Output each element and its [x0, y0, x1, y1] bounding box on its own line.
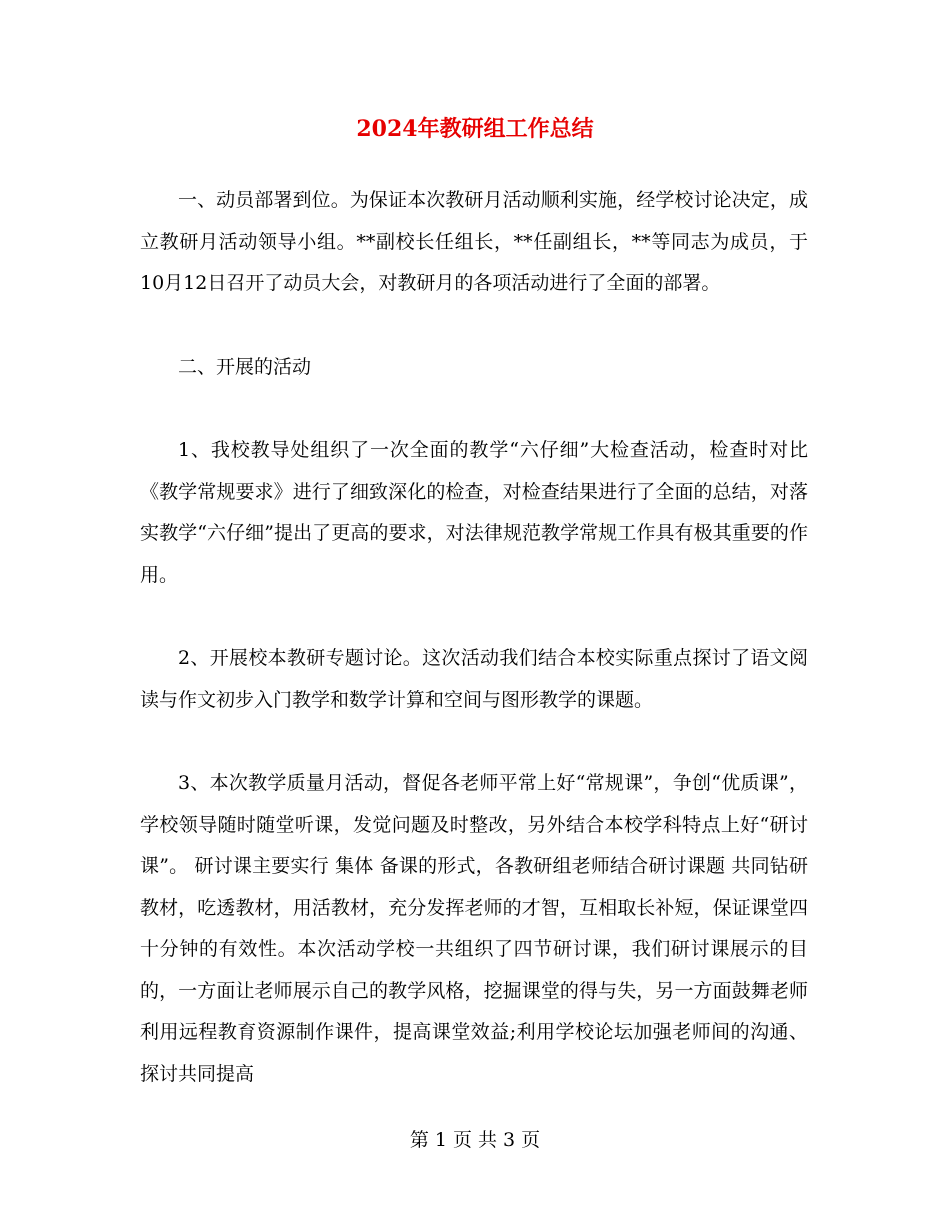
document-body [140, 180, 808, 1095]
paragraph-gap [140, 596, 808, 638]
paragraph-gap [140, 305, 808, 347]
paragraph-inspection: 1、我校教导处组织了一次全面的教学“六仔细”大检查活动，检查时对比《教学常规要求》进行了细致深化的检查，对检查结果进行了全面的总结，对落实教学“六仔细”提出了更高的要求，对法律规范教学常规工作具有极其重要的作用。 [140, 439, 808, 586]
paragraph-quality-month: 3、本次教学质量月活动，督促各老师平常上好“常规课”，争创“优质课”，学校领导随时随堂听课，发觉问题及时整改，另外结合本校学科特点上好“研讨课”。 研讨课主要实行 集体 备课的形式，各教研组老师结合研讨课题 共同钻研教材，吃透教材，用活教材，充分发挥老师的才智，互相取长补短，保证课堂四十分钟的有效性。本次活动学校一共组织了四节研讨课，我们研讨课展示的目的，一方面让老师展示自己的教学风格，挖掘课堂的得与失，另一方面鼓舞老师利用远程教育资源制作课件，提高课堂效益;利用学校论坛加强老师间的沟通、探讨共同提高 [140, 772, 808, 1085]
document-title: 2024年教研组工作总结 [356, 116, 594, 142]
paragraph-discussion: 2、开展校本教研专题讨论。这次活动我们结合本校实际重点探讨了语文阅读与作文初步入门教学和数学计算和空间与图形教学的课题。 [140, 647, 808, 711]
page-footer: 第 1 页 共 3 页 [409, 1129, 541, 1151]
paragraph-gap [140, 721, 808, 763]
section-heading-activities: 二、开展的活动 [178, 355, 312, 378]
paragraph-gap [140, 388, 808, 430]
paragraph-mobilization: 一、动员部署到位。为保证本次教研月活动顺利实施，经学校讨论决定，成立教研月活动领导小组。**副校长任组长，**任副组长，**等同志为成员，于10月12日召开了动员大会，对教研月的各项活动进行了全面的部署。 [140, 189, 808, 294]
